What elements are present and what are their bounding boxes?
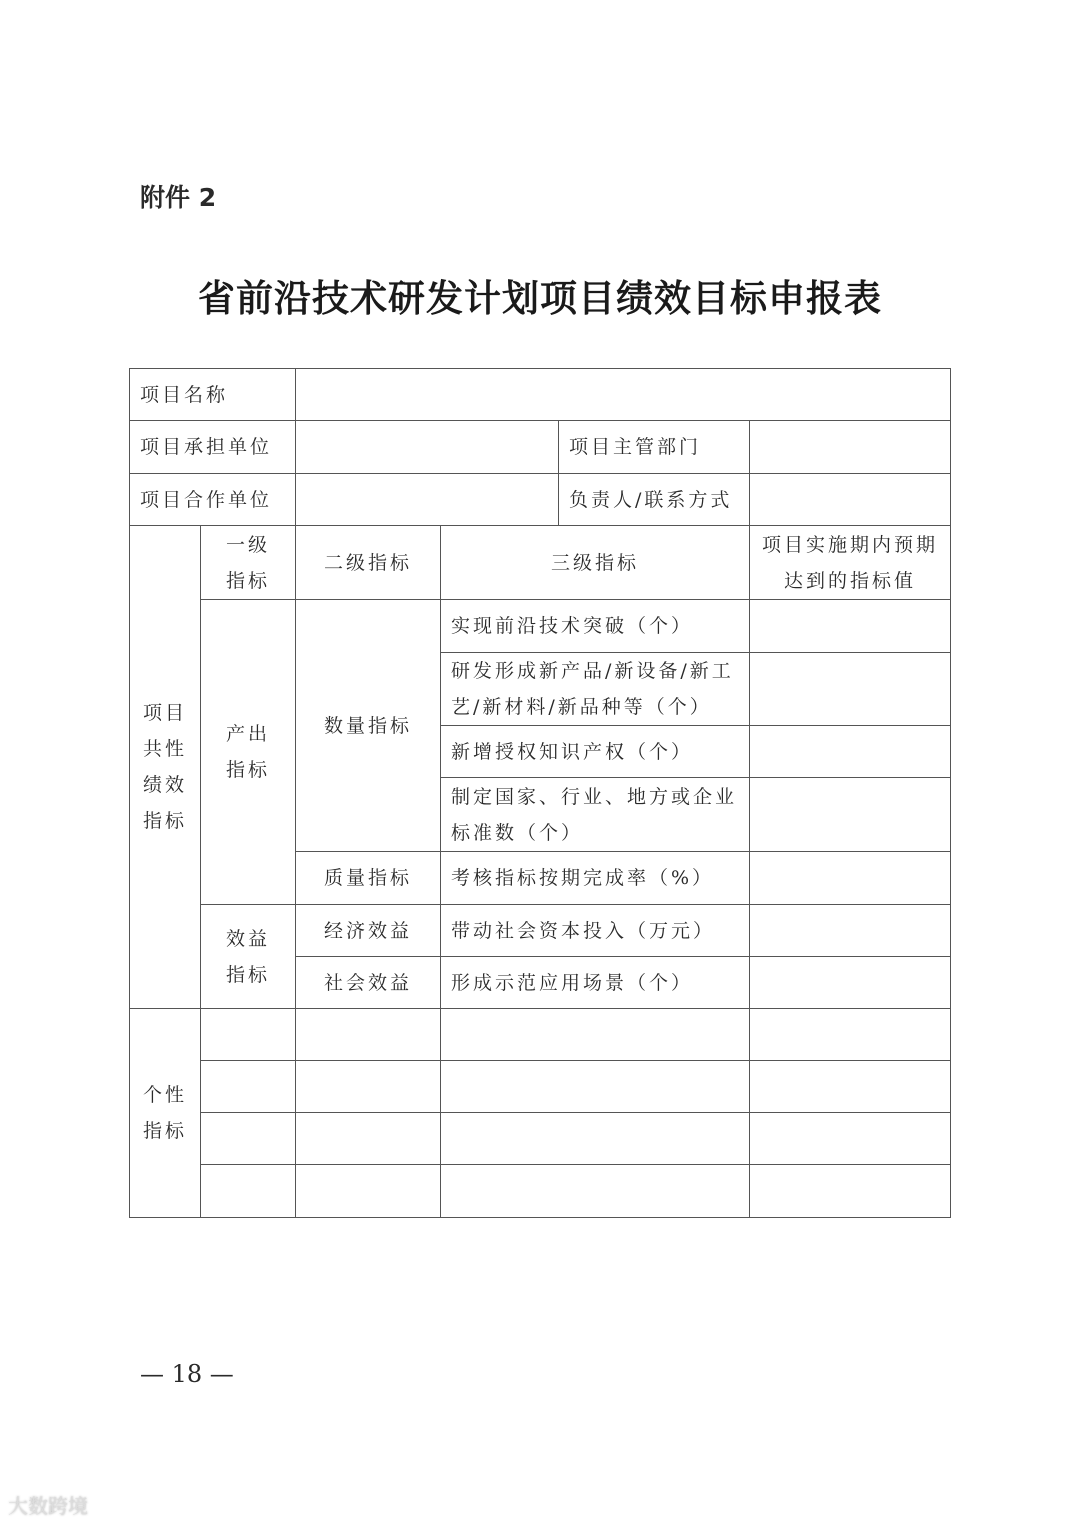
target-field[interactable] bbox=[750, 778, 951, 852]
indicator-item: 新增授权知识产权（个） bbox=[441, 726, 750, 778]
blank-cell[interactable] bbox=[201, 1061, 296, 1113]
field-undertaking-unit[interactable] bbox=[296, 421, 559, 474]
blank-cell[interactable] bbox=[201, 1165, 296, 1218]
header-level3: 三级指标 bbox=[441, 526, 750, 600]
header-target: 项目实施期内预期 达到的指标值 bbox=[750, 526, 951, 600]
label-competent-dept: 项目主管部门 bbox=[559, 421, 750, 474]
page-title: 省前沿技术研发计划项目绩效目标申报表 bbox=[198, 277, 882, 320]
blank-cell[interactable] bbox=[750, 1165, 951, 1218]
indicator-item: 考核指标按期完成率（%） bbox=[441, 852, 750, 905]
blank-cell[interactable] bbox=[201, 1009, 296, 1061]
field-cooperating-unit[interactable] bbox=[296, 474, 559, 526]
economic-benefit-label: 经济效益 bbox=[296, 905, 441, 957]
header-level1: 一级 指标 bbox=[201, 526, 296, 600]
blank-cell[interactable] bbox=[296, 1009, 441, 1061]
watermark: 大数跨境 bbox=[8, 1494, 88, 1518]
header-level2: 二级指标 bbox=[296, 526, 441, 600]
blank-cell[interactable] bbox=[441, 1165, 750, 1218]
field-contact[interactable] bbox=[750, 474, 951, 526]
performance-form-table bbox=[129, 368, 951, 1218]
indicator-item: 研发形成新产品/新设备/新工 艺/新材料/新品种等（个） bbox=[441, 653, 750, 726]
label-cooperating-unit: 项目合作单位 bbox=[130, 474, 296, 526]
page-number: — 18 — bbox=[140, 1360, 234, 1388]
benefit-indicators-label: 效益 指标 bbox=[201, 905, 296, 1009]
label-project-name: 项目名称 bbox=[130, 369, 296, 421]
indicator-item: 制定国家、行业、地方或企业 标准数（个） bbox=[441, 778, 750, 852]
blank-cell[interactable] bbox=[296, 1165, 441, 1218]
target-field[interactable] bbox=[750, 653, 951, 726]
blank-cell[interactable] bbox=[750, 1061, 951, 1113]
blank-cell[interactable] bbox=[441, 1009, 750, 1061]
social-benefit-label: 社会效益 bbox=[296, 957, 441, 1009]
blank-cell[interactable] bbox=[750, 1009, 951, 1061]
quality-indicators-label: 质量指标 bbox=[296, 852, 441, 905]
indicator-item: 实现前沿技术突破（个） bbox=[441, 600, 750, 653]
target-field[interactable] bbox=[750, 957, 951, 1009]
field-competent-dept[interactable] bbox=[750, 421, 951, 474]
indicator-item: 带动社会资本投入（万元） bbox=[441, 905, 750, 957]
field-project-name[interactable] bbox=[296, 369, 951, 421]
target-field[interactable] bbox=[750, 600, 951, 653]
label-contact: 负责人/联系方式 bbox=[559, 474, 750, 526]
blank-cell[interactable] bbox=[750, 1113, 951, 1165]
individual-indicators-label: 个性 指标 bbox=[130, 1009, 201, 1218]
blank-cell[interactable] bbox=[441, 1113, 750, 1165]
common-indicators-label: 项目 共性 绩效 指标 bbox=[130, 526, 201, 1009]
blank-cell[interactable] bbox=[296, 1113, 441, 1165]
target-field[interactable] bbox=[750, 905, 951, 957]
blank-cell[interactable] bbox=[201, 1113, 296, 1165]
quantity-indicators-label: 数量指标 bbox=[296, 600, 441, 852]
attachment-label: 附件 2 bbox=[140, 183, 217, 212]
blank-cell[interactable] bbox=[296, 1061, 441, 1113]
target-field[interactable] bbox=[750, 852, 951, 905]
output-indicators-label: 产出 指标 bbox=[201, 600, 296, 905]
target-field[interactable] bbox=[750, 726, 951, 778]
indicator-item: 形成示范应用场景（个） bbox=[441, 957, 750, 1009]
blank-cell[interactable] bbox=[441, 1061, 750, 1113]
label-undertaking-unit: 项目承担单位 bbox=[130, 421, 296, 474]
